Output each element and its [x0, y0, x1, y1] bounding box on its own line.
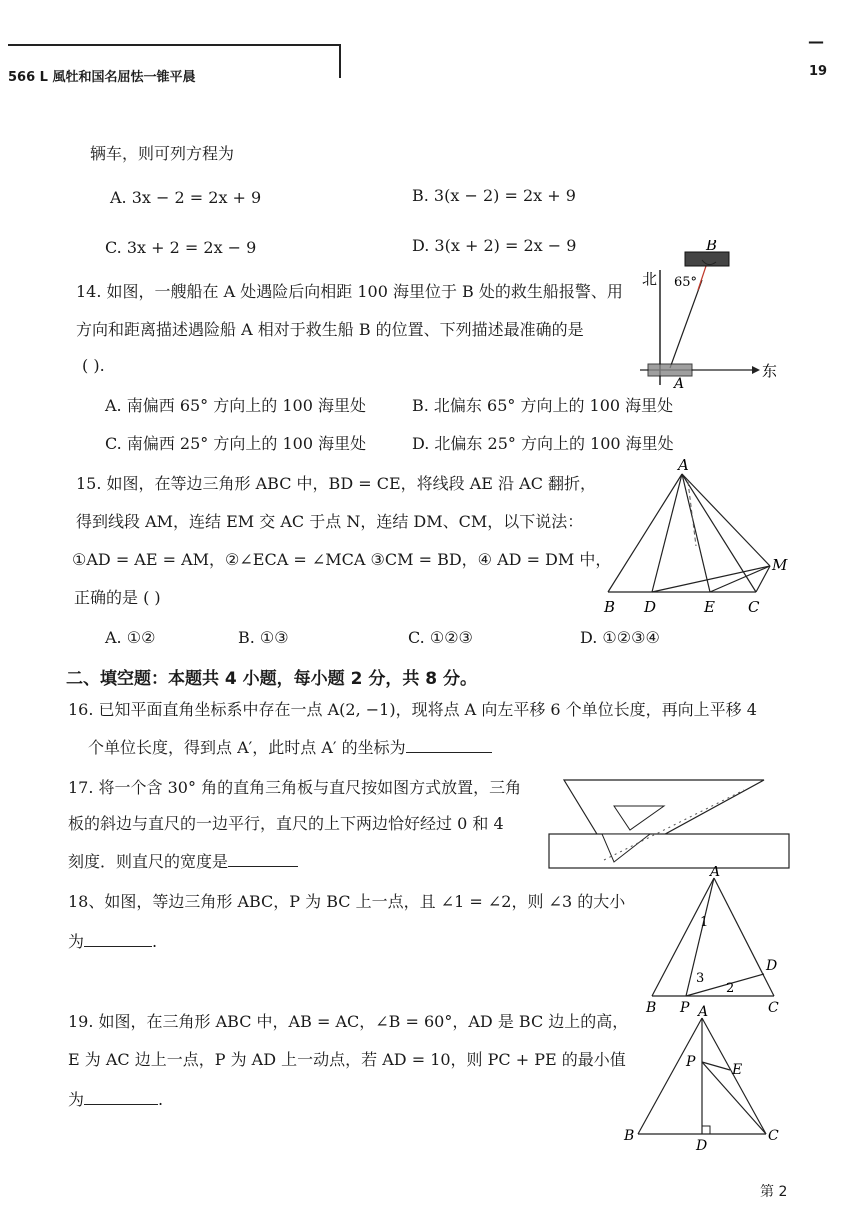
- label-p: P: [686, 1054, 696, 1070]
- label-e: E: [704, 598, 715, 616]
- segment-cm: [756, 566, 770, 592]
- label-a: A: [678, 456, 689, 474]
- q15-line2: 得到线段 AM，连结 EM 交 AC 于点 N，连结 DM、CM，以下说法：: [76, 512, 584, 531]
- label-d: D: [696, 1138, 708, 1154]
- angle-label: 65°: [674, 275, 698, 290]
- q13-option-d: D. 3(x + 2) = 2x − 9: [412, 236, 577, 255]
- point-a-label: A: [674, 376, 685, 390]
- q19-line3-end: .: [158, 1090, 164, 1109]
- q19-answer-blank[interactable]: [84, 1090, 158, 1105]
- label-a: A: [698, 1004, 709, 1020]
- q18-line1: 18、如图，等边三角形 ABC，P 为 BC 上一点，且 ∠1 = ∠2，则 ∠3 的大小: [68, 892, 626, 911]
- header-dash: —: [808, 32, 824, 51]
- q14-option-c: C. 南偏西 25° 方向上的 100 海里处: [105, 434, 367, 453]
- q19-line1: 19. 如图，在三角形 ABC 中，AB = AC，∠B = 60°，AD 是 BC 边上的高，: [68, 1012, 629, 1031]
- east-label: 东: [762, 362, 778, 380]
- q18-figure: [640, 866, 790, 1016]
- q15-line3: ①AD = AE = AM，②∠ECA = ∠MCA ③CM = BD，④ AD = DM 中，: [72, 550, 612, 569]
- q14-option-a: A. 南偏西 65° 方向上的 100 海里处: [105, 396, 366, 415]
- angle-2: 2: [726, 981, 735, 996]
- segment-ae: [682, 474, 710, 592]
- q14-option-b: B. 北偏东 65° 方向上的 100 海里处: [412, 396, 674, 415]
- q14-line1: 14. 如图，一艘船在 A 处遇险后向相距 100 海里位于 B 处的救生船报警、用: [76, 282, 623, 301]
- q14-line2: 方向和距离描述遇险船 A 相对于救生船 B 的位置、下列描述最准确的是: [76, 320, 584, 339]
- q18-line2-wrap: [68, 932, 157, 952]
- q17-figure: [544, 770, 794, 870]
- q15-option-a: A. ①②: [105, 628, 156, 647]
- label-e: E: [732, 1062, 743, 1078]
- q19-figure: [618, 1004, 788, 1154]
- q17-line1: 17. 将一个含 30° 角的直角三角板与直尺按如图方式放置，三角: [68, 778, 522, 797]
- label-m: M: [772, 556, 788, 574]
- header-left: 566 L 風牡和国名屈怯一锥平晨: [8, 70, 196, 85]
- header-rule: [8, 44, 340, 46]
- q15-line4: 正确的是 ( ): [74, 588, 161, 607]
- q15-line1: 15. 如图，在等边三角形 ABC 中，BD = CE，将线段 AE 沿 AC 翻折，: [76, 474, 597, 493]
- header-rule-end: [339, 44, 341, 78]
- point-b-label: B: [706, 240, 718, 254]
- q15-option-d: D. ①②③④: [580, 628, 660, 647]
- label-b: B: [624, 1128, 635, 1144]
- label-d: D: [766, 958, 778, 974]
- ruler: [549, 834, 789, 868]
- segment-dm: [652, 566, 770, 592]
- label-c: C: [768, 1128, 779, 1144]
- right-angle-mark: [702, 1126, 710, 1134]
- label-a: A: [710, 866, 721, 880]
- q18-line2: 为: [68, 932, 85, 951]
- angle-3: 3: [696, 971, 705, 986]
- ship-a-icon: [648, 364, 692, 376]
- side-ab: [652, 878, 714, 996]
- q15-option-c: C. ①②③: [408, 628, 473, 647]
- label-b: B: [646, 1000, 657, 1016]
- label-c: C: [768, 1000, 779, 1016]
- q17-answer-blank[interactable]: [228, 852, 298, 867]
- q19-line2: E 为 AC 边上一点，P 为 AD 上一动点，若 AD = 10，则 PC + PE 的最小值: [68, 1050, 626, 1069]
- q14-line3: ( ).: [82, 356, 105, 375]
- q16-line1: 16. 已知平面直角坐标系中存在一点 A(2, −1)，现将点 A 向左平移 6 个单位长度，再向上平移 4: [68, 700, 757, 719]
- q17-line2: 板的斜边与直尺的一边平行，直尺的上下两边恰好经过 0 和 4: [68, 814, 504, 833]
- q13-option-c: C. 3x + 2 = 2x − 9: [105, 238, 257, 257]
- label-c: C: [748, 598, 760, 616]
- q18-line2-end: .: [152, 932, 158, 951]
- q13-continuation: 辆车，则可列方程为: [90, 144, 235, 163]
- q17-line3: 刻度．则直尺的宽度是: [68, 852, 229, 871]
- q14-option-d: D. 北偏东 25° 方向上的 100 海里处: [412, 434, 674, 453]
- set-square-hole: [614, 806, 664, 830]
- segment-em: [710, 566, 770, 592]
- bearing-line: [670, 280, 702, 368]
- q16-answer-blank[interactable]: [406, 738, 492, 753]
- q16-line2-wrap: [88, 738, 492, 758]
- label-d: D: [644, 598, 657, 616]
- q14-figure: [630, 240, 790, 390]
- q13-option-b: B. 3(x − 2) = 2x + 9: [412, 186, 576, 205]
- label-b: B: [604, 598, 616, 616]
- q18-answer-blank[interactable]: [84, 932, 152, 947]
- q13-option-a: A. 3x − 2 = 2x + 9: [110, 188, 262, 207]
- side-ac: [682, 474, 756, 592]
- section-title: 二、填空题：本题共 4 小题，每小题 2 分，共 8 分。: [66, 669, 477, 689]
- east-arrow-icon: [752, 366, 760, 374]
- q15-figure: [596, 456, 796, 618]
- q16-line2: 个单位长度，得到点 A′，此时点 A′ 的坐标为: [88, 738, 406, 757]
- q19-line3: 为: [68, 1090, 85, 1109]
- q17-line3-wrap: [68, 852, 298, 872]
- segment-ad: [652, 474, 682, 592]
- north-label: 北: [642, 270, 658, 288]
- bearing-line-red: [698, 266, 706, 290]
- q19-line3-wrap: [68, 1090, 163, 1110]
- label-p: P: [680, 1000, 690, 1016]
- side-ac: [714, 878, 774, 996]
- q15-option-b: B. ①③: [238, 628, 289, 647]
- side-ab: [608, 474, 682, 592]
- page-number: 第 2: [760, 1184, 788, 1200]
- segment-am: [682, 474, 770, 566]
- side-ab: [638, 1018, 702, 1134]
- angle-1: 1: [700, 915, 709, 930]
- header-right: 19: [809, 64, 828, 79]
